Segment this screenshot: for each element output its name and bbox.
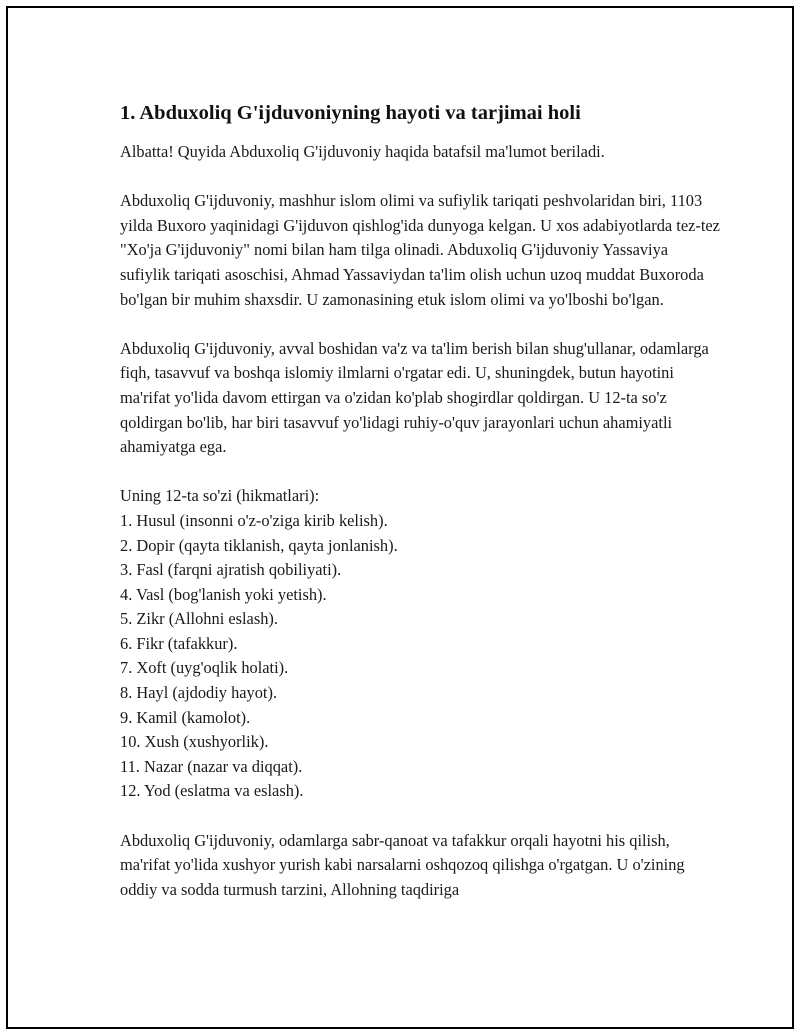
list-item: 7. Xoft (uyg'oqlik holati). [120, 658, 289, 678]
paragraph-biography: Abduxoliq G'ijduvoniy, mashhur islom olimi va sufiylik tariqati peshvolaridan biri, 1103 yilda Buxoro yaqinidagi G'ijduvon qishlog'ida dunyoga kelgan. U xos adabiyotlarda tez-tez "Xo'ja G'ijduvoniy" nomi bilan ham tilga olinadi. Abduxoliq G'ijduvoniy Yassaviya sufiylik tariqati asoschisi, Ahmad Yassaviydan ta'lim olish uchun uzoq muddat Buxoroda bo'lgan bir muhim shaxsdir. U zamonasining etuk islom olimi va yo'lboshi bo'lgan. [120, 191, 720, 309]
document-title: 1. Abduxoliq G'ijduvoniyning hayoti va tarjimai holi [120, 102, 581, 124]
document-body [120, 100, 720, 927]
paragraph-teaching: Abduxoliq G'ijduvoniy, avval boshidan va'z va ta'lim berish bilan shug'ullanar, odamlarga fiqh, tasavvuf va boshqa islomiy ilmlarni o'rgatar edi. U, shuningdek, butun hayotini ma'rifat yo'lida davom ettirgan va o'zidan ko'plab shogirdlar qoldirgan. U 12-ta so'z qoldirgan bo'lib, har biri tasavvuf yo'lidagi ruhiy-o'quv jarayonlari uchun ahamiyatli ahamiyatga ega. [120, 338, 709, 457]
list-item: 12. Yod (eslatma va eslash). [120, 781, 304, 801]
page-frame [6, 6, 794, 1029]
list-item: 5. Zikr (Allohni eslash). [120, 609, 278, 629]
list-item: 9. Kamil (kamolot). [120, 707, 251, 727]
list-item: 10. Xush (xushyorlik). [120, 732, 269, 752]
list-item: 6. Fikr (tafakkur). [120, 633, 238, 653]
paragraph-legacy: Abduxoliq G'ijduvoniy, odamlarga sabr-qanoat va tafakkur orqali hayotni his qilish, ma'rifat yo'lida xushyor yurish kabi narsalarni oshqozoq qilishga o'rgatgan. U o'zining oddiy va sodda turmush tarzini, Allohning taqdiriga [120, 830, 685, 899]
list-item: 2. Dopir (qayta tiklanish, qayta jonlanish). [120, 535, 398, 555]
list-item: 1. Husul (insonni o'z-o'ziga kirib kelish). [120, 510, 388, 530]
list-item: 4. Vasl (bog'lanish yoki yetish). [120, 584, 327, 604]
list-item: 8. Hayl (ajdodiy hayot). [120, 683, 278, 703]
intro-paragraph: Albatta! Quyida Abduxoliq G'ijduvoniy haqida batafsil ma'lumot beriladi. [120, 142, 605, 161]
list-item: 11. Nazar (nazar va diqqat). [120, 756, 303, 776]
sayings-list-heading: Uning 12-ta so'zi (hikmatlari): [120, 486, 320, 506]
list-item: 3. Fasl (farqni ajratish qobiliyati). [120, 560, 342, 580]
sayings-list [120, 484, 720, 804]
